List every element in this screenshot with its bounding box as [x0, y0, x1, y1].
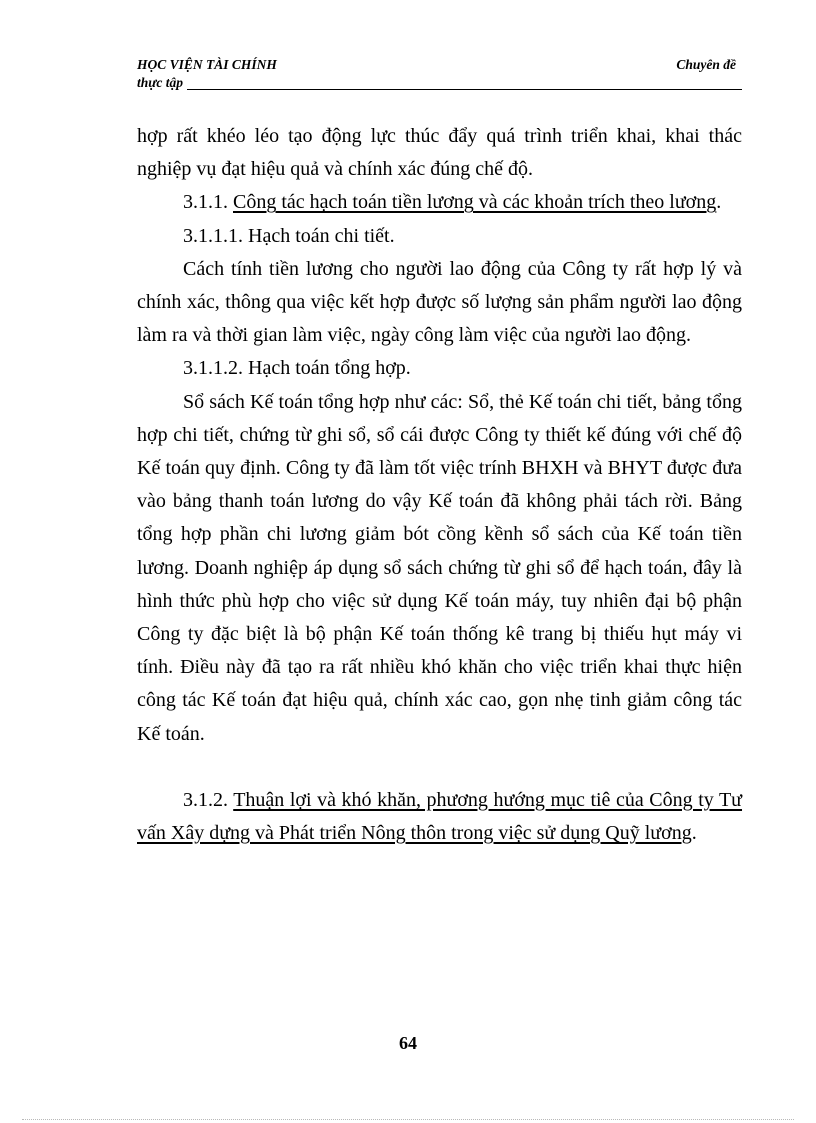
heading-3-1-1-title: Công tác hạch toán tiền lương và các khoản trích theo lương [233, 191, 717, 214]
header-institution: HỌC VIỆN TÀI CHÍNH [137, 57, 277, 72]
page-bottom-edge [22, 1119, 794, 1120]
header-document-type: Chuyên đề [676, 57, 736, 72]
page-number: 64 [399, 1033, 417, 1053]
paragraph-continuation: hợp rất khéo léo tạo động lực thúc đẩy quá trình triển khai, khai thác nghiệp vụ đạt hiệu quả và chính xác đúng chế độ. [137, 125, 742, 181]
heading-3-1-2-number: 3.1.2. [183, 788, 234, 811]
heading-3-1-1-period: . [716, 191, 722, 214]
heading-3-1-2 [137, 784, 742, 850]
header-rule [187, 89, 742, 90]
header-row [137, 57, 742, 73]
paragraph-gap [137, 751, 742, 784]
heading-3-1-1-number: 3.1.1. [183, 191, 233, 214]
page-header [137, 57, 742, 90]
heading-3-1-2-period: . [691, 822, 697, 845]
heading-3-1-1 [137, 186, 742, 219]
heading-3-1-1-1: 3.1.1.1. Hạch toán chi tiết. [183, 224, 395, 247]
paragraph-accounting-books: Sổ sách Kế toán tổng hợp như các: Sổ, thẻ Kế toán chi tiết, bảng tổng hợp chi tiết, chứng từ ghi sổ, sổ cái được Công ty thiết kế đúng với chế độ Kế toán quy định. Công ty đã làm tốt việc trính BHXH và BHYT được đưa vào bảng thanh toán lương do vậy Kế toán đã không phải tách rời. Bảng tổng hợp phần chi lương giảm bót cồng kềnh sổ sách của Kế toán tiền lương. Doanh nghiệp áp dụng sổ sách chứng từ ghi sổ để hạch toán, đây là hình thức phù hợp cho việc sử dụng Kế toán máy, tuy nhiên đại bộ phận Công ty đặc biệt là bộ phận Kế toán thống kê trang bị thiếu hụt máy vi tính. Điều này đã tạo ra rất nhiều khó khăn cho việc triển khai thực hiện công tác Kế toán đạt hiệu quả, chính xác cao, gọn nhẹ tinh giảm công tác Kế toán. [137, 390, 742, 745]
body-text [137, 120, 742, 850]
heading-3-1-1-2: 3.1.1.2. Hạch toán tổng hợp. [183, 357, 411, 380]
header-document-type-continued: thực tập [137, 75, 183, 90]
heading-3-1-2-title: Thuận lợi và khó khăn, phương hướng mục tiê của Công ty Tư vấn Xây dựng và Phát triển Nông thôn trong việc sử dụng Quỹ lương [137, 788, 743, 845]
paragraph-salary-calculation: Cách tính tiền lương cho người lao động của Công ty rất hợp lý và chính xác, thông qua việc kết hợp được số lượng sản phẩm người lao động làm ra và thời gian làm việc, ngày công làm việc của người lao động. [137, 257, 742, 347]
